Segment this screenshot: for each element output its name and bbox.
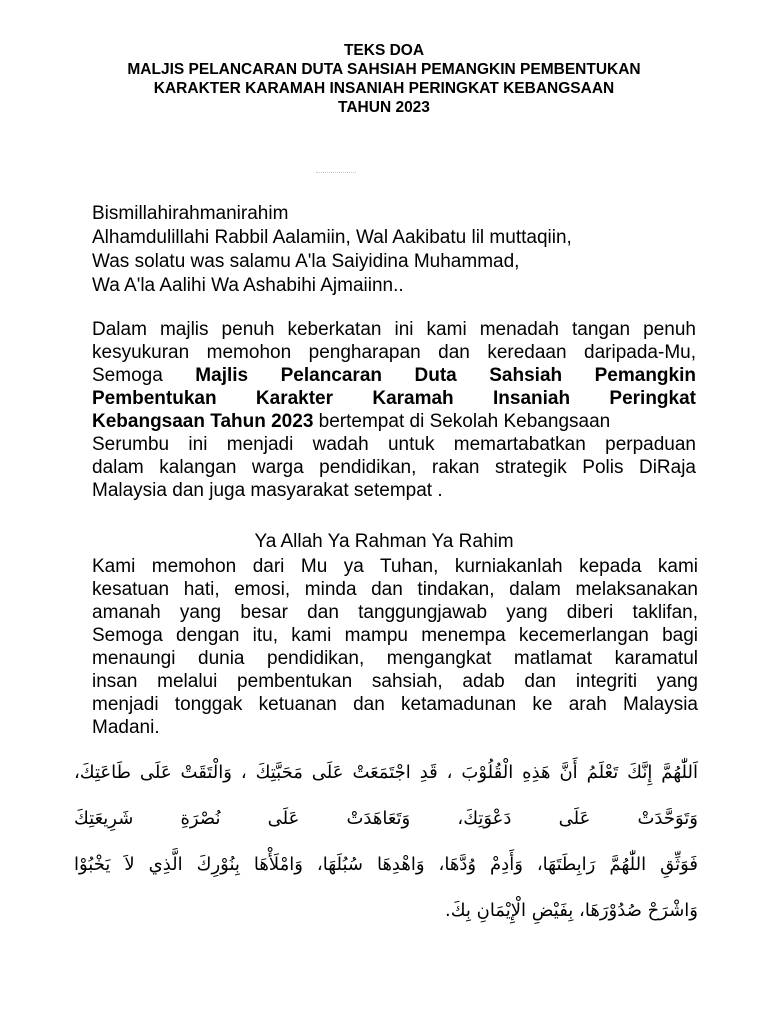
event-name-bold: Pembentukan Karakter Karamah Insaniah Peringkat — [92, 388, 696, 409]
paragraph-line: menjadi tonggak ketuanan dan ketamadunan ke arah Malaysia — [92, 694, 698, 715]
opening-line: Bismillahirahmanirahim — [92, 203, 289, 224]
invocation-heading: Ya Allah Ya Rahman Ya Rahim — [254, 531, 514, 552]
scan-artifact — [316, 166, 356, 173]
paragraph-line: dalam kalangan warga pendidikan, rakan strategik Polis DiRaja — [92, 457, 696, 478]
event-title-line-3: TAHUN 2023 — [338, 99, 430, 116]
paragraph-line: Malaysia dan juga masyarakat setempat . — [92, 480, 443, 501]
paragraph-intro — [92, 318, 696, 502]
paragraph-line: Serumbu ini menjadi wadah untuk memartabatkan perpaduan — [92, 434, 696, 455]
paragraph-line: kesyukuran memohon pengharapan dan keredaan daripada-Mu, — [92, 342, 696, 363]
opening-line: Was solatu was salamu A'la Saiyidina Muhammad, — [92, 251, 520, 272]
paragraph-line: amanah yang besar dan tanggungjawab yang diberi taklifan, — [92, 602, 698, 623]
arabic-line: وَتَوَحَّدَتْ عَلَى دَعْوَتِكَ، وَتَعَاهَدَتْ عَلَى نُصْرَةِ شَرِيعَتِكَ — [74, 808, 698, 829]
document-title: TEKS DOA — [343, 42, 425, 59]
paragraph-line: Dalam majlis penuh keberkatan ini kami menadah tangan penuh — [92, 319, 696, 340]
paragraph-text: Semoga — [92, 365, 163, 386]
opening-salutation — [92, 202, 712, 298]
paragraph-line: menaungi dunia pendidikan, mengangkat matlamat karamatul — [92, 648, 698, 669]
paragraph-line: Semoga dengan itu, kami mampu menempa kecemerlangan bagi — [92, 625, 698, 646]
document-header — [0, 41, 768, 117]
paragraph-line — [92, 387, 696, 410]
paragraph-supplication — [92, 555, 698, 739]
paragraph-line: kesatuan hati, emosi, minda dan tindakan, dalam melaksanakan — [92, 579, 698, 600]
paragraph-line: Kami memohon dari Mu ya Tuhan, kurniakanlah kepada kami — [92, 556, 698, 577]
opening-line: Wa A'la Aalihi Wa Ashabihi Ajmaiinn.. — [92, 275, 404, 296]
arabic-prayer — [74, 750, 698, 934]
paragraph-line — [92, 410, 696, 433]
paragraph-line: Madani. — [92, 717, 160, 738]
arabic-line: فَوَثِّقِ اللّٰهُمَّ رَابِطَتَهَا، وَأَدِمْ وُدَّهَا، وَاهْدِهَا سُبُلَهَا، وَامْلَأْهَا بِنُوْرِكَ الَّذِي لاَ يَخْبُوْا — [74, 854, 698, 875]
paragraph-line: insan melalui pembentukan sahsiah, adab dan integriti yang — [92, 671, 698, 692]
event-title-line-1: MALJIS PELANCARAN DUTA SAHSIAH PEMANGKIN PEMBENTUKAN — [127, 61, 641, 78]
event-name-bold: Kebangsaan Tahun 2023 — [92, 411, 314, 432]
event-title-line-2: KARAKTER KARAMAH INSANIAH PERINGKAT KEBANGSAAN — [153, 80, 615, 97]
paragraph-text: bertempat di Sekolah Kebangsaan — [318, 411, 611, 432]
arabic-line: وَاشْرَحْ صُدُوْرَهَا، بِفَيْضِ الْإِيْمَانِ بِكَ. — [444, 900, 698, 921]
arabic-line: اَللّٰهُمَّ إِنَّكَ تَعْلَمُ أَنَّ هَذِهِ الْقُلُوْبَ ، قَدِ اجْتَمَعَتْ عَلَى مَحَبَّتِكَ ، وَالْتَقَتْ عَلَى طَاعَتِكَ، — [74, 762, 698, 783]
event-name-bold: Majlis Pelancaran Duta Sahsiah Pemangkin — [195, 365, 696, 386]
paragraph-line — [92, 364, 696, 387]
opening-line: Alhamdulillahi Rabbil Aalamiin, Wal Aakibatu lil muttaqiin, — [92, 227, 572, 248]
